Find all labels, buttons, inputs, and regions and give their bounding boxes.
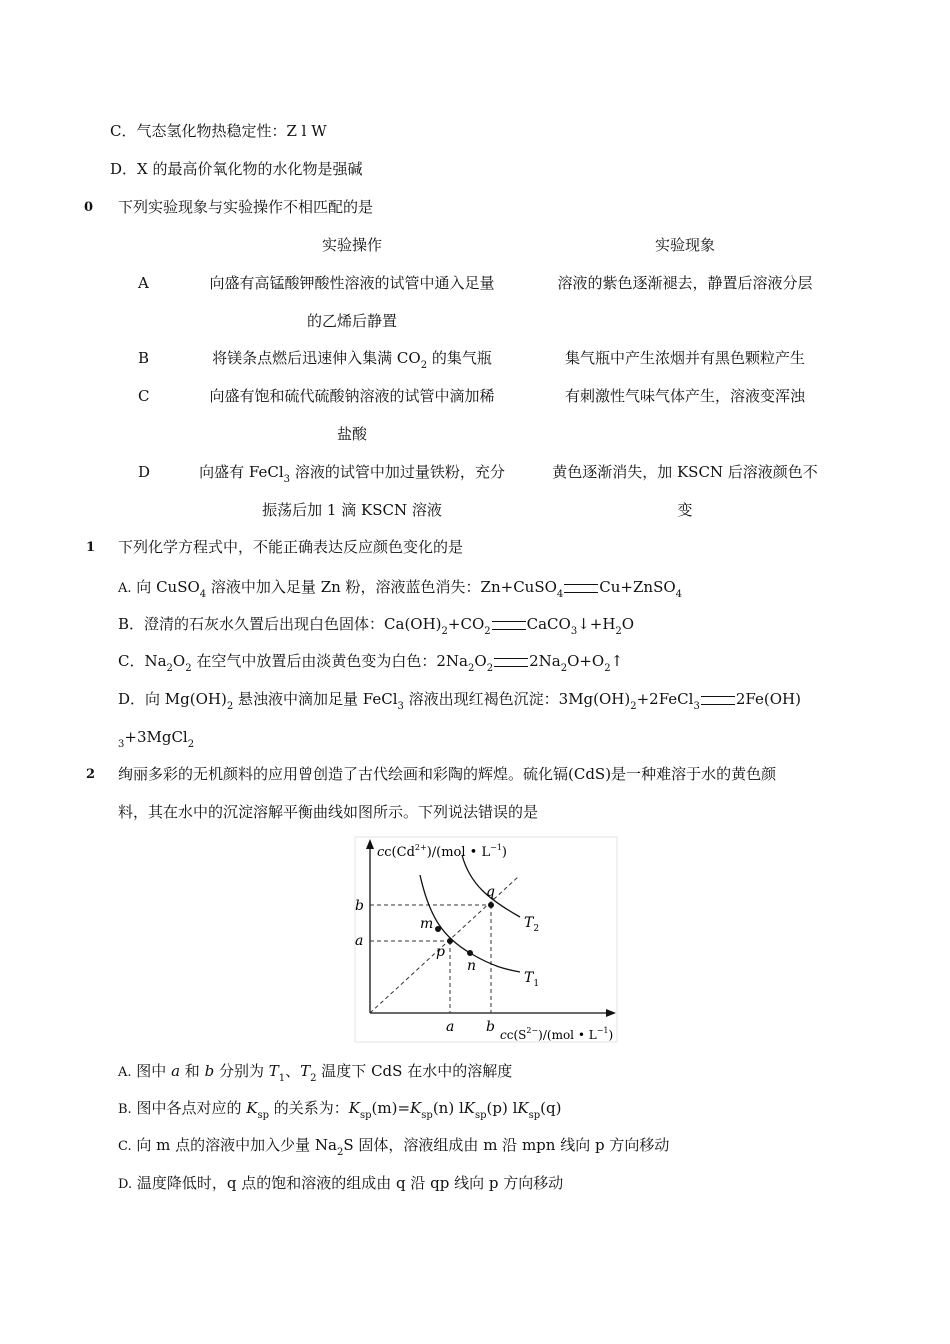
q11-option-c: C．$Na_2O_2$ 在空气中放置后由淡黄色变为白色：$2Na_2O_2$ $2Na_2O+O_2↑$ (118, 652, 624, 674)
graph-frame (355, 837, 617, 1042)
label-t1: $T_1$ (524, 970, 540, 989)
row-d-ph-line2: 变 (677, 501, 693, 519)
q12-option-b: B. 图中各点对应的 $K_{sp}$ 的关系为：$K_{sp}(m)=K_{sp}(n)$ $lK_{sp}(p)$ $lK_{sp}(q)$ (118, 1099, 562, 1121)
row-d-label: D (138, 463, 151, 481)
q12-option-c: C. 向 m 点的溶液中加入少量 $Na_2S$ 固体，溶液组成由 m 沿 mpn 线向 p 方向移动 (118, 1136, 670, 1158)
row-b-label: B (138, 349, 150, 367)
x-tick-b: b (486, 1019, 495, 1035)
q11-option-b: B．澄清的石灰水久置后出现白色固体：$Ca(OH)_2+CO_2$ $CaCO_3↓+H_2O$ (118, 615, 635, 637)
row-c-label: C (138, 387, 150, 405)
solubility-equilibrium-graph (340, 835, 630, 1047)
y-tick-a: a (355, 933, 364, 949)
q11-option-a: A. 向 CuSO$_4$ 溶液中加入足量 Zn 粉，溶液蓝色消失：Zn+CuSO$_4$ Cu+ZnSO$_4$ (118, 578, 683, 600)
y-axis-arrow (366, 839, 374, 849)
x-tick-a: a (446, 1019, 455, 1035)
q11-option-d-line1: D．向 $Mg(OH)_2$ 悬浊液中滴加足量 FeCl$_3$ 溶液出现红褐色沉淀：$3Mg(OH)_2+2FeCl_3$ 2Fe(OH) (118, 690, 801, 712)
label-n: n (467, 958, 477, 974)
x-axis-label: $cc(S^{2-})/(mol$ • $L^{-1}$) (500, 1026, 614, 1042)
row-b-phenomenon: 集气瓶中产生浓烟并有黑色颗粒产生 (564, 349, 805, 367)
q12-stem-line1: 绚丽多彩的无机颜料的应用曾创造了古代绘画和彩陶的辉煌。硫化镉(CdS)是一种难溶于水的黄色颜 (118, 765, 777, 783)
row-a-op-line1: 向盛有高锰酸钾酸性溶液的试管中通入足量 (209, 274, 495, 292)
label-p: p (436, 944, 445, 960)
prev-option-c: C．气态氢化物热稳定性：Z l W (110, 122, 327, 140)
q12-stem-line2: 料，其在水中的沉淀溶解平衡曲线如图所示。下列说法错误的是 (118, 803, 539, 821)
table-header-operation: 实验操作 (321, 236, 382, 254)
equals-sign (564, 584, 598, 593)
point-n (467, 950, 473, 956)
q11-option-d-line2: $_3$+3MgCl$_2$ (118, 728, 195, 750)
table-header-phenomenon: 实验现象 (654, 236, 715, 254)
prev-option-d: D．X 的最高价氧化物的水化物是强碱 (110, 160, 363, 178)
point-p (447, 938, 453, 944)
row-b-operation: 将镁条点燃后迅速伸入集满 $CO_2$ 的集气瓶 (212, 349, 492, 371)
label-m: m (420, 916, 434, 932)
x-axis-arrow (606, 1009, 616, 1017)
q12-option-d: D. 温度降低时，q 点的饱和溶液的组成由 q 沿 qp 线向 p 方向移动 (118, 1174, 564, 1192)
label-t2: $T_2$ (524, 915, 540, 934)
question-number-12: 2 (86, 767, 96, 782)
label-q: q (486, 884, 495, 900)
row-a-label: A (138, 274, 149, 292)
row-c-op-line2: 盐酸 (336, 425, 367, 443)
row-c-op-line1: 向盛有饱和硫代硫酸钠溶液的试管中滴加稀 (209, 387, 495, 405)
row-a-op-line2: 的乙烯后静置 (306, 312, 397, 330)
y-axis-label: $cc(Cd^{2+})/(mol$ • $L^{-1}$) (377, 843, 507, 860)
row-d-op-line2: 振荡后加 1 滴 KSCN 溶液 (262, 501, 442, 519)
point-m (435, 926, 441, 932)
equals-sign (701, 696, 735, 705)
row-d-ph-line1: 黄色逐渐消失，加 KSCN 后溶液颜色不 (552, 463, 818, 481)
equals-sign (494, 658, 528, 667)
row-a-phenomenon: 溶液的紫色逐渐褪去，静置后溶液分层 (557, 274, 813, 292)
y-tick-b: b (355, 898, 364, 914)
q10-stem: 下列实验现象与实验操作不相匹配的是 (118, 198, 374, 216)
q11-stem: 下列化学方程式中，不能正确表达反应颜色变化的是 (118, 538, 464, 556)
question-number-10: 0 (84, 200, 94, 215)
row-c-phenomenon: 有刺激性气味气体产生，溶液变浑浊 (564, 387, 805, 405)
equals-sign (492, 621, 526, 630)
question-number-11: 1 (86, 540, 96, 555)
q12-option-a: A. 图中 a 和 b 分别为 $T_1$、$T_2$ 温度下 CdS 在水中的溶解度 (118, 1062, 513, 1084)
point-q (488, 902, 494, 908)
row-d-op-line1: 向盛有 FeCl$_3$ 溶液的试管中加过量铁粉，充分 (199, 463, 505, 485)
